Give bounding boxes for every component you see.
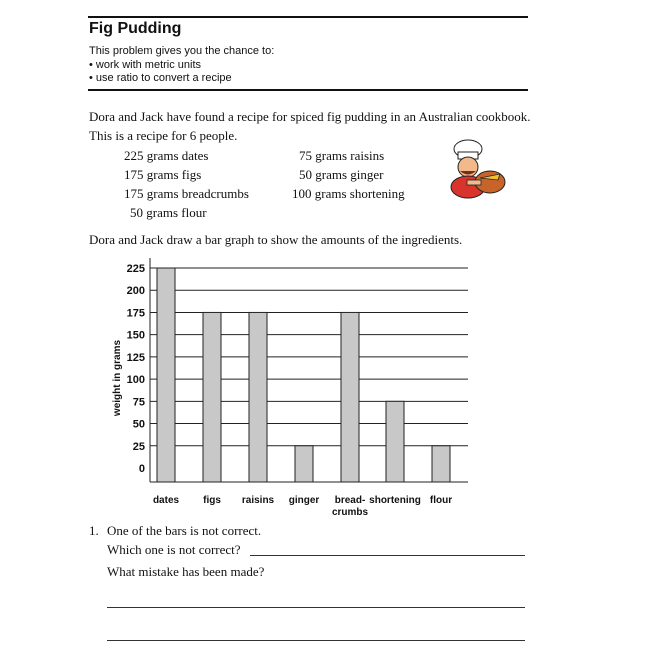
x-tick-label: crumbs — [331, 507, 369, 518]
ingredient-ginger: 50 grams ginger — [299, 167, 384, 182]
bar-shortening — [386, 401, 404, 482]
y-tick-label: 225 — [126, 263, 145, 275]
paragraph-1: Dora and Jack have found a recipe for spiced fig pudding in an Australian cookbook. — [89, 109, 531, 124]
bar-ginger — [295, 446, 313, 482]
y-tick-label: 200 — [126, 285, 145, 298]
bar-flour — [432, 446, 450, 482]
x-tick-label: dates — [152, 495, 180, 506]
question-1-line-1: One of the bars is not correct. — [107, 523, 262, 538]
intro-lead: This problem gives you the chance to: — [89, 45, 275, 57]
y-tick-label: 25 — [132, 440, 145, 453]
y-tick-label: 100 — [126, 374, 145, 387]
intro-bullet-1: • work with metric units — [89, 58, 202, 71]
bar-raisins — [249, 312, 267, 482]
x-tick-label: bread- — [334, 495, 366, 506]
intro-rule — [88, 89, 528, 91]
graph-intro: Dora and Jack draw a bar graph to show the amounts of the ingredients. — [89, 232, 463, 247]
ingredient-raisins: 75 grams raisins — [299, 148, 385, 163]
ingredient-figs: 175 grams figs — [124, 167, 202, 182]
y-tick-label: 150 — [126, 329, 145, 342]
question-1-line-3: What mistake has been made? — [107, 564, 265, 579]
page-title: Fig Pudding — [89, 20, 182, 37]
y-tick-label: 0 — [138, 463, 145, 475]
ingredient-flour: 50 grams flour — [130, 205, 207, 220]
ingredient-list-right — [292, 146, 405, 203]
ingredient-breadcrumbs: 175 grams breadcrumbs — [124, 186, 249, 201]
answer-line-mistake-2[interactable] — [107, 640, 525, 641]
chef-icon — [440, 138, 510, 200]
ingredient-list-left — [124, 146, 249, 222]
answer-line-mistake-1[interactable] — [107, 607, 525, 608]
paragraph-2: This is a recipe for 6 people. — [89, 128, 238, 143]
bar-dates — [157, 268, 175, 482]
y-tick-label: 175 — [126, 307, 145, 320]
y-tick-label: 125 — [126, 351, 145, 364]
answer-line-which[interactable] — [250, 555, 525, 556]
y-tick-label: 75 — [132, 396, 145, 409]
x-tick-label: flour — [429, 495, 453, 506]
ingredient-shortening: 100 grams shortening — [292, 186, 405, 201]
question-1-line-2: Which one is not correct? — [107, 542, 241, 557]
bar-bread — [341, 312, 359, 482]
top-rule — [88, 16, 528, 18]
x-tick-label: ginger — [288, 495, 320, 506]
x-tick-label: shortening — [369, 495, 421, 506]
y-axis-label: weight in grams — [112, 339, 123, 417]
x-tick-label: raisins — [241, 495, 275, 506]
x-tick-label: figs — [203, 495, 221, 506]
y-tick-label: 50 — [132, 418, 145, 431]
question-1-number: 1. — [89, 523, 99, 538]
ingredient-dates: 225 grams dates — [124, 148, 209, 163]
intro-bullet-2: • use ratio to convert a recipe — [89, 72, 232, 84]
bar-figs — [203, 312, 221, 482]
intro-block — [89, 45, 274, 86]
